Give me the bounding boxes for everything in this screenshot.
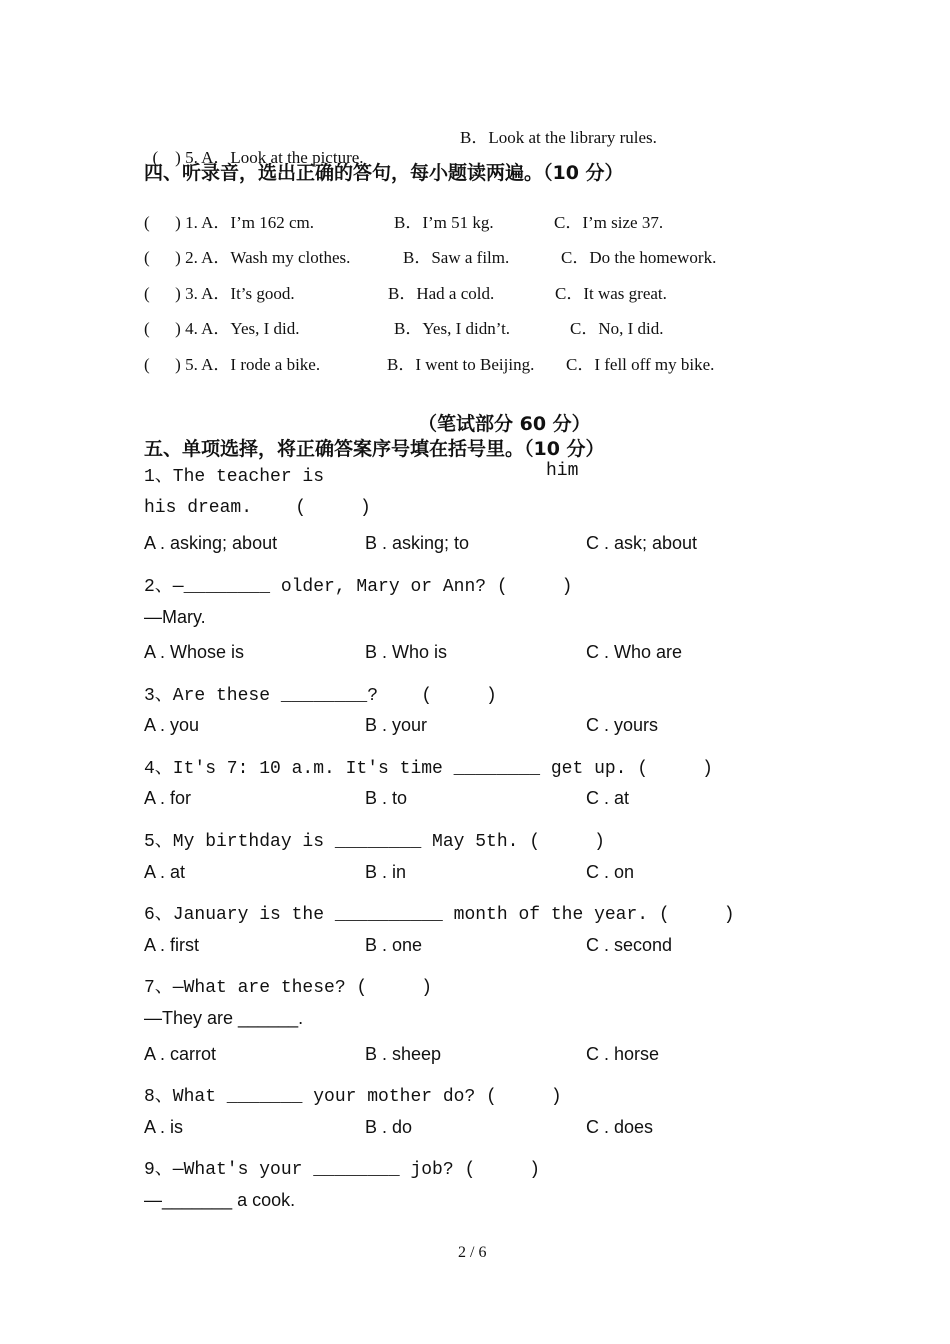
- section-4-title: 四、听录音，选出正确的答句，每小题读两遍。（10 分）: [144, 162, 624, 184]
- s4-q4-option-c: C．No, I did.: [570, 319, 664, 338]
- s5-q4-stem: 4、It's 7: 10 a.m. It's time ________ get up. ( ): [144, 759, 713, 779]
- s4-q2-stem: ( ) 2. A．Wash my clothes.: [144, 248, 351, 267]
- s4-q3-option-b: B．Had a cold.: [388, 284, 495, 303]
- s5-q7-option-b: B . sheep: [365, 1044, 442, 1064]
- s4-q1-option-c: C．I’m size 37.: [554, 213, 664, 232]
- s5-q4-option-c: C . at: [586, 788, 630, 808]
- s5-q3-option-b: B . your: [365, 715, 428, 735]
- s5-q5-option-c: C . on: [586, 862, 635, 882]
- written-part-heading: （笔试部分 60 分）: [418, 413, 591, 435]
- option-b: B．Look at the library rules.: [460, 128, 657, 147]
- s5-q8-stem: 8、What _______ your mother do? ( ): [144, 1087, 562, 1107]
- s5-q2-option-c: C . Who are: [586, 642, 683, 662]
- s5-q2-stem: 2、—________ older, Mary or Ann? ( ): [144, 577, 573, 597]
- section-5-title: 五、单项选择，将正确答案序号填在括号里。（10 分）: [144, 438, 605, 460]
- s4-q4-stem: ( ) 4. A．Yes, I did.: [144, 319, 300, 338]
- s5-q5-stem: 5、My birthday is ________ May 5th. ( ): [144, 832, 605, 852]
- s5-q2-answer: —Mary.: [144, 607, 206, 627]
- s5-q8-option-b: B . do: [365, 1117, 413, 1137]
- s5-q3-option-a: A . you: [144, 715, 200, 735]
- s5-q2-option-a: A . Whose is: [144, 642, 245, 662]
- s5-q7-option-a: A . carrot: [144, 1044, 217, 1064]
- s5-q1-option-a: A . asking; about: [144, 533, 278, 553]
- s4-q1-option-b: B．I’m 51 kg.: [394, 213, 494, 232]
- s5-q4-option-b: B . to: [365, 788, 408, 808]
- s4-q2-option-b: B．Saw a film.: [403, 248, 510, 267]
- s4-q5-option-b: B．I went to Beijing.: [387, 355, 535, 374]
- question-stem: ( ) 5. A．Look at the picture.: [152, 148, 364, 167]
- s4-q5-option-c: C．I fell off my bike.: [566, 355, 715, 374]
- s5-q6-option-b: B . one: [365, 935, 423, 955]
- page-number: 2 / 6: [458, 1244, 487, 1261]
- s5-q1-line1-tail: him: [546, 461, 579, 481]
- s5-q5-option-b: B . in: [365, 862, 407, 882]
- s4-q3-option-c: C．It was great.: [555, 284, 667, 303]
- s4-q3-stem: ( ) 3. A．It’s good.: [144, 284, 295, 303]
- s5-q3-option-c: C . yours: [586, 715, 659, 735]
- s5-q1-option-b: B . asking; to: [365, 533, 470, 553]
- s4-q2-option-c: C．Do the homework.: [561, 248, 717, 267]
- s4-q4-option-b: B．Yes, I didn’t.: [394, 319, 511, 338]
- s5-q4-option-a: A . for: [144, 788, 192, 808]
- s4-q1-stem: ( ) 1. A．I’m 162 cm.: [144, 213, 314, 232]
- s5-q3-stem: 3、Are these ________? ( ): [144, 686, 497, 706]
- s5-q8-option-c: C . does: [586, 1117, 654, 1137]
- s5-q1-line1: 1、The teacher is: [144, 467, 325, 487]
- s5-q6-stem: 6、January is the __________ month of the year. ( ): [144, 905, 735, 925]
- s5-q9-stem: 9、—What's your ________ job? ( ): [144, 1160, 541, 1180]
- s5-q1-line2: his dream. ( ): [144, 498, 371, 518]
- s5-q7-answer: —They are ______.: [144, 1008, 304, 1028]
- s5-q9-answer: —_______ a cook.: [144, 1190, 296, 1210]
- s5-q6-option-a: A . first: [144, 935, 200, 955]
- s5-q5-option-a: A . at: [144, 862, 186, 882]
- s5-q7-stem: 7、—What are these? ( ): [144, 978, 433, 998]
- s5-q6-option-c: C . second: [586, 935, 673, 955]
- s4-q5-stem: ( ) 5. A．I rode a bike.: [144, 355, 321, 374]
- s5-q1-option-c: C . ask; about: [586, 533, 698, 553]
- s5-q7-option-c: C . horse: [586, 1044, 660, 1064]
- s5-q2-option-b: B . Who is: [365, 642, 448, 662]
- s5-q8-option-a: A . is: [144, 1117, 184, 1137]
